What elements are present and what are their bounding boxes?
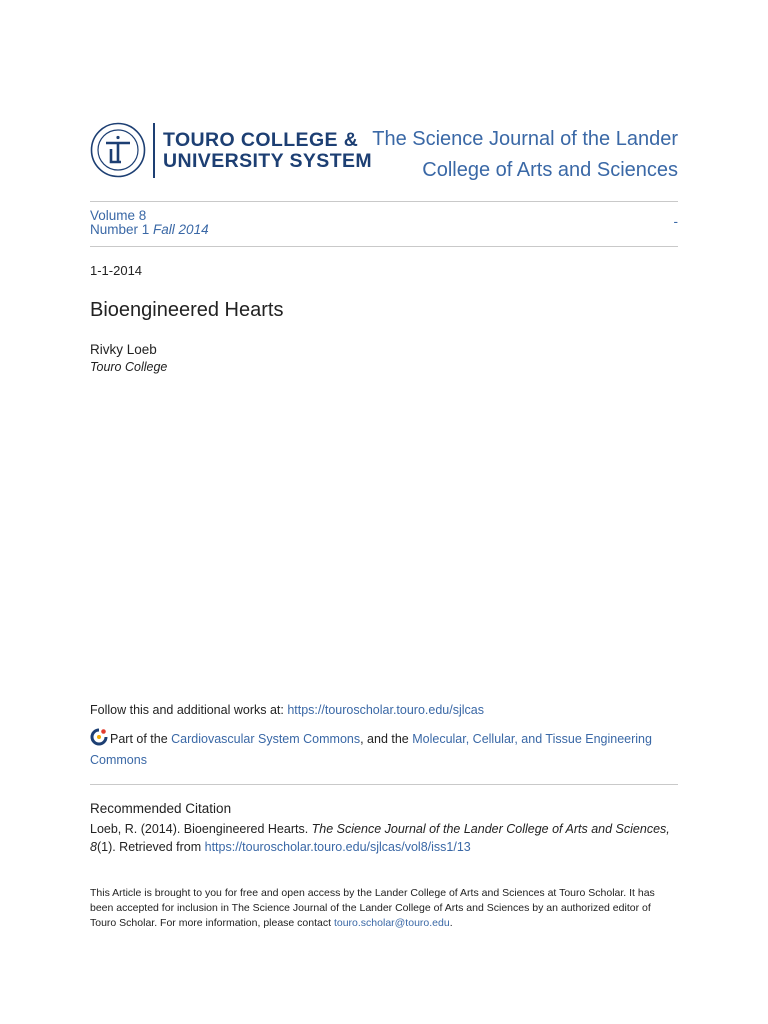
follow-prefix: Follow this and additional works at: <box>90 703 288 717</box>
contact-email-link[interactable]: touro.scholar@touro.edu <box>333 916 450 929</box>
logo-line-1: TOURO COLLEGE & <box>163 129 359 151</box>
citation-heading: Recommended Citation <box>90 801 232 816</box>
publication-date: 1-1-2014 <box>90 263 143 278</box>
number-label[interactable]: Number 1 <box>90 222 150 237</box>
issue-info <box>90 209 678 237</box>
access-notice-end: . <box>449 916 453 929</box>
citation-url-link[interactable]: https://touroscholar.touro.edu/sjlcas/vol8/iss1/13 <box>204 840 471 854</box>
header <box>90 118 678 184</box>
citation-journal: The Science Journal of the Lander College of Arts and Sciences, 8 <box>90 822 670 854</box>
citation-text <box>90 820 678 856</box>
access-notice-text: This Article is brought to you for free and open access by the Lander College of Arts and Sciences at Touro Scholar. It has been accepted for inclusion in The Science Journal of the Lander College of Arts and Sciences by an authorized editor of Touro Scholar. For more information, please contact <box>90 887 655 929</box>
author-name: Rivky Loeb <box>90 342 157 357</box>
access-notice <box>90 886 678 930</box>
logo-wordmark <box>163 130 372 172</box>
author-affiliation: Touro College <box>90 360 168 374</box>
citation-start: Loeb, R. (2014). Bioengineered Hearts. <box>90 822 312 836</box>
issue-dash: - <box>673 214 678 229</box>
follow-line <box>90 703 678 717</box>
network-commons-icon <box>90 728 108 746</box>
part-of-prefix: Part of the <box>110 732 172 746</box>
season-label[interactable]: Fall 2014 <box>153 222 209 237</box>
logo-line-2: UNIVERSITY SYSTEM <box>163 150 373 172</box>
number-link[interactable] <box>90 223 678 237</box>
article-title: Bioengineered Hearts <box>90 299 284 321</box>
divider <box>90 246 678 247</box>
part-of-line <box>90 728 678 771</box>
journal-title-line-2[interactable]: College of Arts and Sciences <box>422 159 678 181</box>
cardiovascular-commons-link[interactable]: Cardiovascular System Commons <box>171 732 361 746</box>
collection-url-link[interactable]: https://touroscholar.touro.edu/sjlcas <box>287 703 484 717</box>
journal-title-line-1[interactable]: The Science Journal of the Lander <box>372 128 678 150</box>
tissue-engineering-commons-link[interactable]: Molecular, Cellular, and Tissue Engineering Commons <box>90 732 652 767</box>
journal-title-link[interactable] <box>372 124 678 186</box>
divider <box>90 201 678 202</box>
touro-seal-logo <box>90 122 146 178</box>
logo-divider <box>153 123 155 178</box>
volume-link[interactable]: Volume 8 <box>90 208 147 223</box>
citation-mid: (1). Retrieved from <box>96 840 205 854</box>
part-of-middle: , and the <box>360 732 413 746</box>
divider <box>90 784 678 785</box>
